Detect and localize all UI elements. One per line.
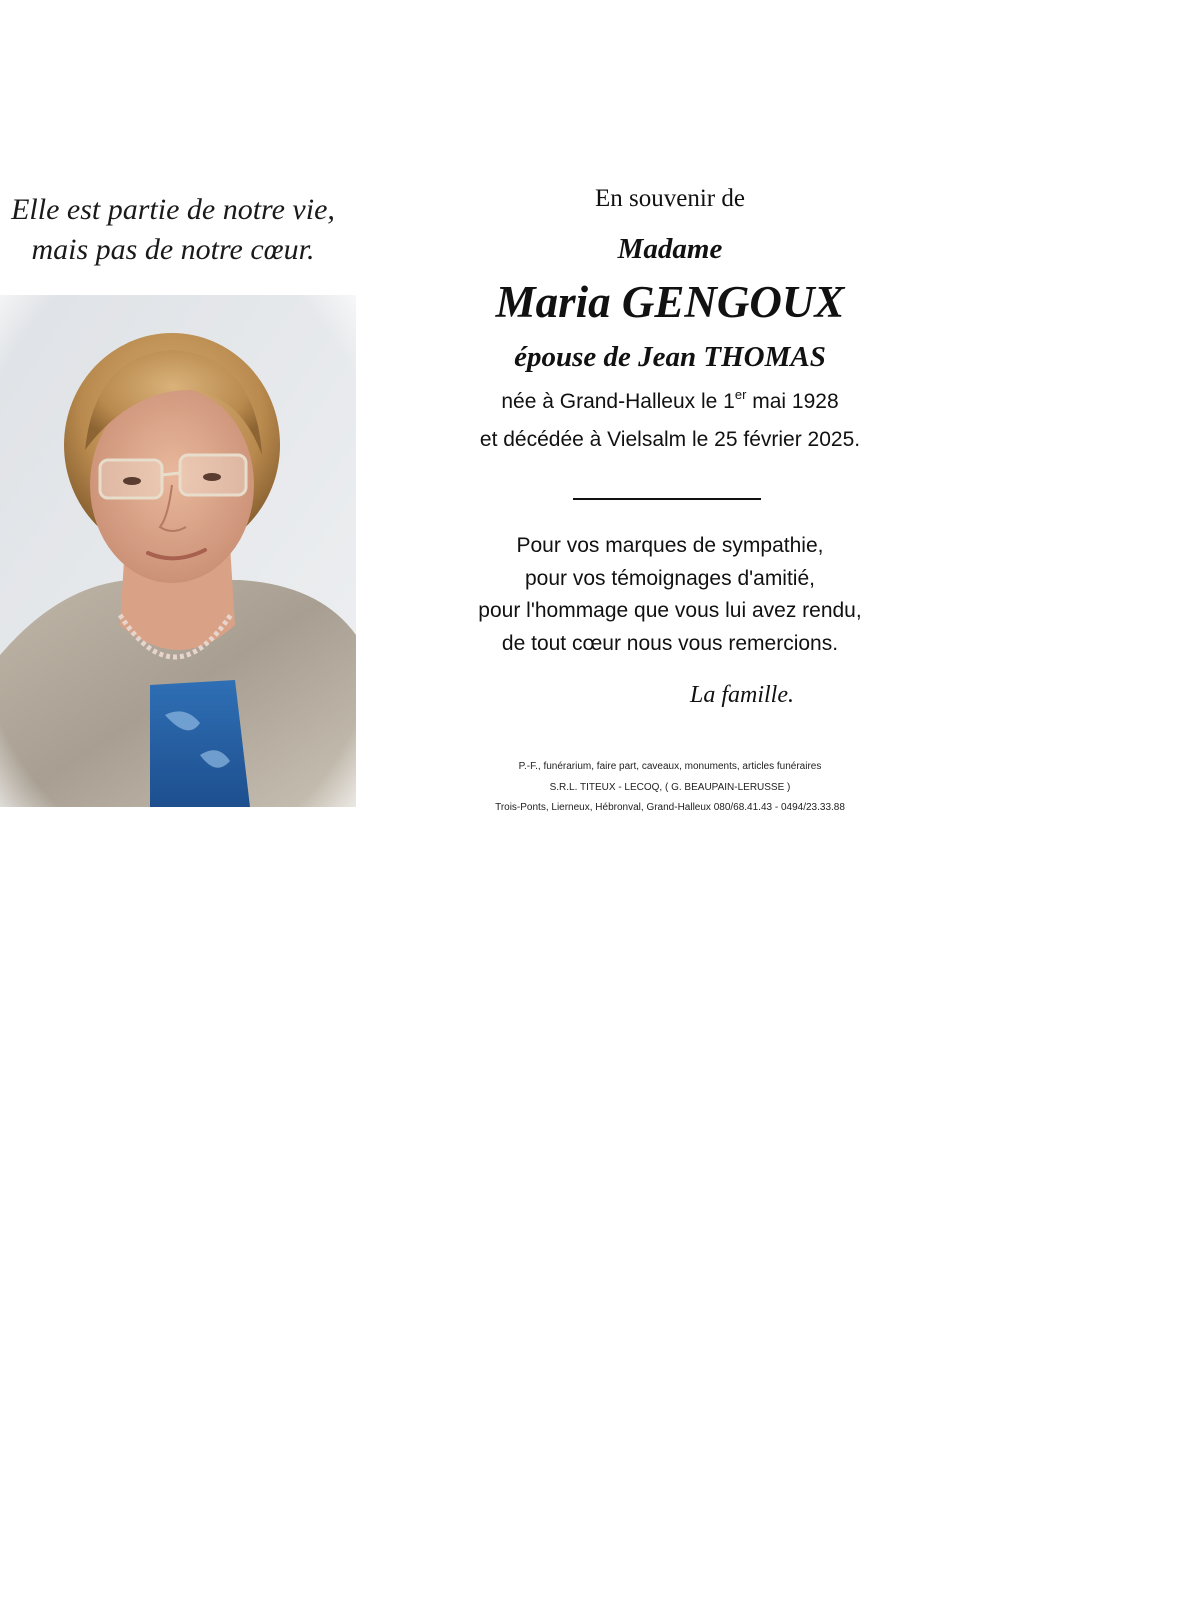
birth-line bbox=[420, 384, 920, 422]
thanks-line-3: pour l'hommage que vous lui avez rendu, bbox=[478, 599, 862, 622]
birth-prefix: née à Grand-Halleux le 1 bbox=[501, 390, 735, 413]
memorial-quote bbox=[0, 190, 346, 270]
funeral-home-footer bbox=[420, 757, 920, 819]
quote-line-1: Elle est partie de notre vie, bbox=[11, 193, 335, 226]
intro-text: En souvenir de bbox=[595, 185, 745, 212]
birth-ordinal: er bbox=[734, 387, 747, 402]
thanks-block bbox=[420, 530, 920, 660]
thanks-line-1: Pour vos marques de sympathie, bbox=[516, 534, 824, 557]
spouse-line: épouse de Jean THOMAS bbox=[514, 341, 826, 373]
footer-line-2: S.R.L. TITEUX - LECOQ, ( G. BEAUPAIN-LERUSSE ) bbox=[549, 781, 791, 793]
honorific: Madame bbox=[617, 233, 723, 265]
family-signature: La famille. bbox=[690, 682, 795, 708]
deceased-name: Maria GENGOUX bbox=[495, 277, 845, 327]
birth-suffix: mai 1928 bbox=[746, 390, 839, 413]
thanks-line-4: de tout cœur nous vous remercions. bbox=[501, 631, 839, 655]
death-line: et décédée à Vielsalm le 25 février 2025. bbox=[479, 428, 861, 451]
quote-line-2: mais pas de notre cœur. bbox=[31, 233, 315, 266]
footer-line-1: P.-F., funérarium, faire part, caveaux, monuments, articles funéraires bbox=[518, 761, 822, 772]
dates-block bbox=[420, 384, 920, 458]
footer-line-3: Trois-Ponts, Lierneux, Hébronval, Grand-Halleux 080/68.41.43 - 0494/23.33.88 bbox=[495, 802, 845, 813]
thanks-line-2: pour vos témoignages d'amitié, bbox=[524, 566, 815, 590]
divider-line bbox=[573, 498, 761, 500]
portrait-photo bbox=[0, 295, 356, 807]
